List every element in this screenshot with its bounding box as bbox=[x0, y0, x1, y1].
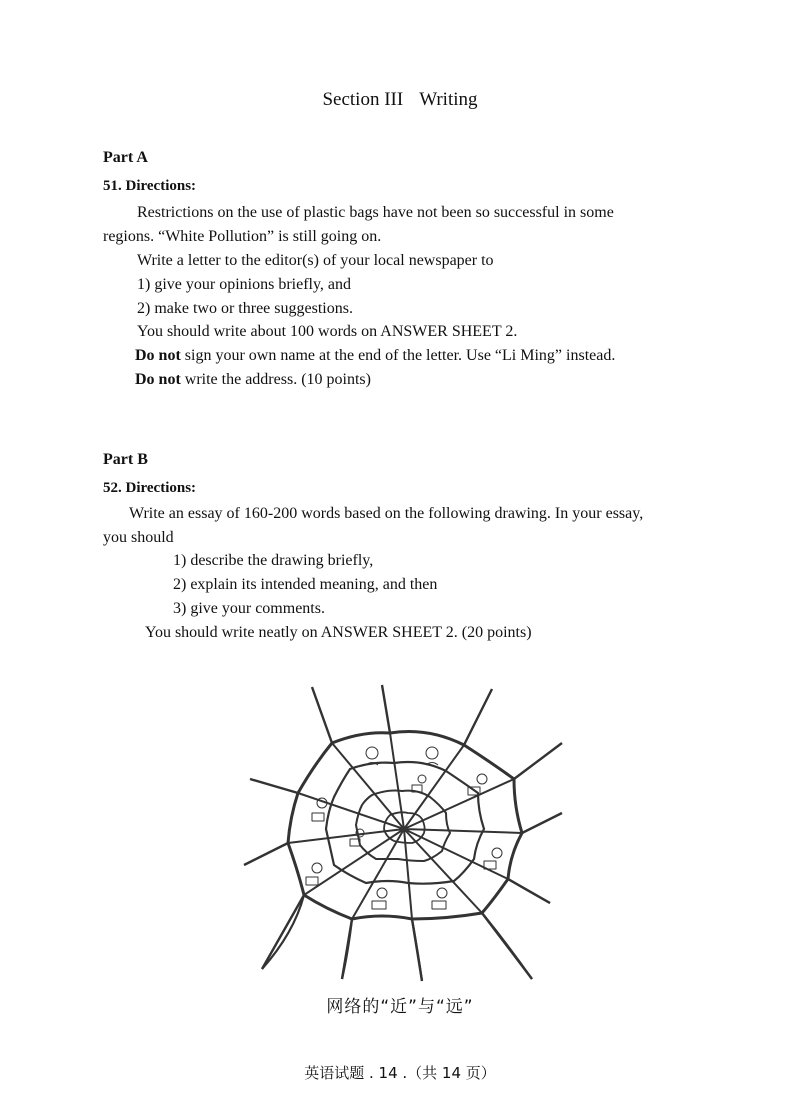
part-b-item3: 3) give your comments. bbox=[173, 600, 325, 617]
section-label: Section III bbox=[322, 89, 404, 110]
part-a-word-count: You should write about 100 words on ANSWER SHEET 2. bbox=[137, 323, 518, 340]
part-a-paragraph-line2: regions. “White Pollution” is still going on. bbox=[103, 228, 382, 245]
part-b-heading: Part B bbox=[103, 451, 148, 468]
do-not-label: Do not bbox=[135, 347, 181, 364]
part-a-heading: Part A bbox=[103, 149, 148, 166]
part-b-directions-label: 52. Directions: bbox=[103, 480, 197, 496]
section-name: Writing bbox=[419, 89, 478, 110]
part-b-item2: 2) explain its intended meaning, and then bbox=[173, 576, 438, 593]
drawing-caption: 网络的“近”与“远” bbox=[326, 997, 474, 1017]
do-not-label: Do not bbox=[135, 371, 181, 388]
part-a-item2: 2) make two or three suggestions. bbox=[137, 300, 353, 317]
part-b-neatness-note: You should write neatly on ANSWER SHEET 2. (20 points) bbox=[145, 624, 532, 641]
section-title bbox=[0, 89, 800, 111]
part-a-item1: 1) give your opinions briefly, and bbox=[137, 276, 352, 293]
part-b-line2: you should bbox=[103, 529, 174, 546]
part-a-directions-label: 51. Directions: bbox=[103, 178, 197, 194]
spider-web-drawing bbox=[232, 683, 572, 983]
do-not-name-text: sign your own name at the end of the letter. Use “Li Ming” instead. bbox=[180, 347, 616, 364]
page-footer: 英语试题 . 14 .（共 14 页） bbox=[304, 1064, 496, 1082]
part-b-line1: Write an essay of 160-200 words based on the following drawing. In your essay, bbox=[129, 505, 644, 522]
do-not-address-text: write the address. (10 points) bbox=[180, 371, 371, 388]
part-b-item1: 1) describe the drawing briefly, bbox=[173, 552, 374, 569]
part-a-do-not-address bbox=[135, 371, 371, 389]
part-a-do-not-name bbox=[135, 347, 615, 365]
spider-web bbox=[244, 685, 562, 981]
part-a-paragraph-line1: Restrictions on the use of plastic bags have not been so successful in some bbox=[137, 204, 614, 221]
part-a-task: Write a letter to the editor(s) of your local newspaper to bbox=[137, 252, 494, 269]
